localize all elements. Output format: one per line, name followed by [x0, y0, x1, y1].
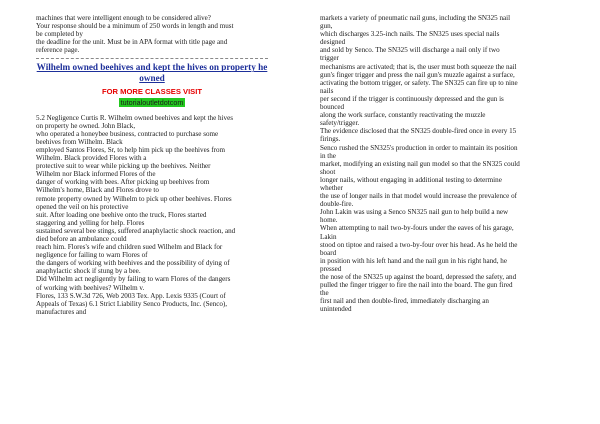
text-line: suit. After loading one beehive onto the truck, Flores started [36, 210, 207, 219]
text-line: mechanisms are activated; that is, the user must both squeeze the nail [320, 62, 517, 71]
text-line: employed Santos Flores, Sr, to help him pick up the beehives from [36, 145, 226, 154]
body-text-left [36, 114, 268, 316]
text-line: protective suit to wear while picking up the beehives. Neither [36, 162, 211, 171]
text-line: firings. [320, 135, 341, 144]
text-line: sustained several bee stings, suffered anaphylactic shock reaction, and [36, 226, 236, 235]
text-line: home. [320, 216, 338, 225]
text-line: The evidence disclosed that the SN325 double-fired once in every 15 [320, 127, 517, 136]
text-line: anaphylactic shock if stung by a bee. [36, 267, 141, 276]
text-line: bounced [320, 103, 345, 112]
text-line: double-fire. [320, 200, 354, 209]
text-line: machines that were intelligent enough to be considered alive? [36, 14, 211, 22]
section-divider [36, 58, 268, 59]
text-line: Wilhelm's home, Black and Flores drove to [36, 186, 159, 195]
text-line: Appeals of Texas) 6.1 Strict Liability Senco Products, Inc. (Senco), [36, 299, 228, 308]
text-line: shoot [320, 167, 336, 176]
text-line: the deadline for the unit. Must be in APA format with title page and [36, 38, 228, 47]
text-line: nails [320, 86, 334, 95]
text-line: gun's finger trigger and press the nail gun's muzzle against a surface, [320, 70, 515, 79]
text-line: in position with his left hand and the nail gun in his right hand, he [320, 256, 507, 265]
text-line: Wilhelm nor Black informed Flores of the [36, 170, 156, 179]
text-line: manufactures and [36, 307, 87, 316]
text-line: in the [320, 151, 336, 160]
text-line: gun, [320, 22, 333, 31]
text-line: beehives from Wilhelm. Black [36, 137, 123, 146]
text-line: of working with beehives? Wilhelm v. [36, 283, 145, 292]
left-column [36, 14, 268, 316]
text-line: negligence for failing to warn Flores of [36, 251, 148, 260]
text-line: board [320, 248, 337, 257]
text-line: Wilhelm. Black provided Flores with a [36, 154, 147, 163]
document-title: Wilhelm owned beehives and kept the hives on property he owned [36, 62, 268, 83]
text-line: trigger [320, 54, 339, 63]
text-line: opened the veil on his protective [36, 202, 129, 211]
text-line: stood on tiptoe and raised a two-by-four over his head. As he held the [320, 240, 518, 249]
text-line: activating the bottom trigger, or safety. The SN325 can fire up to nine [320, 78, 518, 87]
text-line: who operated a honeybee business, contracted to purchase some [36, 129, 219, 138]
text-line: along the work surface, constantly reactivating the muzzle [320, 111, 486, 120]
text-line: 5.2 Negligence Curtis R. Wilhelm owned beehives and kept the hives [36, 113, 233, 122]
text-line: staggering and yelling for help. Flores [36, 218, 145, 227]
text-line: pulled the finger trigger to fire the nail into the board. The gun fired [320, 281, 513, 290]
text-line: whether [320, 183, 343, 192]
text-line: remote property owned by Wilhelm to pick up other beehives. Flores [36, 194, 232, 203]
text-line: on property he owned. John Black, [36, 121, 136, 130]
text-line: the [320, 289, 329, 298]
text-line: Lakin [320, 232, 337, 241]
text-line: Did Wilhelm act negligently by failing to warn Flores of the dangers [36, 275, 231, 284]
right-column [320, 14, 562, 313]
text-line: the use of longer nails in that model would increase the prevalence of [320, 192, 517, 201]
text-line: safety/trigger. [320, 119, 360, 128]
text-line: and sold by Senco. The SN325 will discharge a nail only if two [320, 46, 500, 55]
text-line: market, modifying an existing nail gun model so that the SN325 could [320, 159, 520, 168]
text-line: pressed [320, 264, 342, 273]
text-line: died before an ambulance could [36, 234, 127, 243]
text-line: designed [320, 38, 346, 47]
text-line: danger of working with bees. After picking up beehives from [36, 178, 210, 187]
text-line: markets a variety of pneumatic nail guns, including the SN325 nail [320, 14, 511, 22]
site-link[interactable]: tutorialoutletdotcom [120, 98, 184, 108]
promo-text: FOR MORE CLASSES VISIT [102, 87, 202, 97]
text-line: When attempting to nail two-by-fours under the eaves of his garage, [320, 224, 514, 233]
text-line: Your response should be a minimum of 250 words in length and must [36, 22, 234, 31]
text-line: reach him. Flores's wife and children sued Wilhelm and Black for [36, 243, 223, 252]
text-line: unintended [320, 305, 352, 314]
text-line: which discharges 3.25-inch nails. The SN325 uses special nails [320, 30, 500, 39]
text-line: be completed by [36, 30, 83, 39]
body-text-right [320, 14, 562, 313]
text-line: the dangers of working with beehives and the possibility of dying of [36, 259, 230, 268]
text-line: Flores, 133 S.W.3d 726, Web 2003 Tex. App. Lexis 9335 (Court of [36, 291, 226, 300]
intro-paragraph [36, 14, 268, 54]
text-line: first nail and then double-fired, immediately discharging an [320, 297, 489, 306]
text-line: reference page. [36, 46, 80, 55]
text-line: Senco rushed the SN325's production in order to maintain its position [320, 143, 518, 152]
text-line: longer nails, without engaging in additional testing to determine [320, 175, 502, 184]
site-badge [36, 99, 268, 107]
text-line: John Lakin was using a Senco SN325 nail gun to help build a new [320, 208, 509, 217]
text-line: per second if the trigger is continuously depressed and the gun is [320, 94, 504, 103]
text-line: the nose of the SN325 up against the board, depressed the safety, and [320, 273, 517, 281]
